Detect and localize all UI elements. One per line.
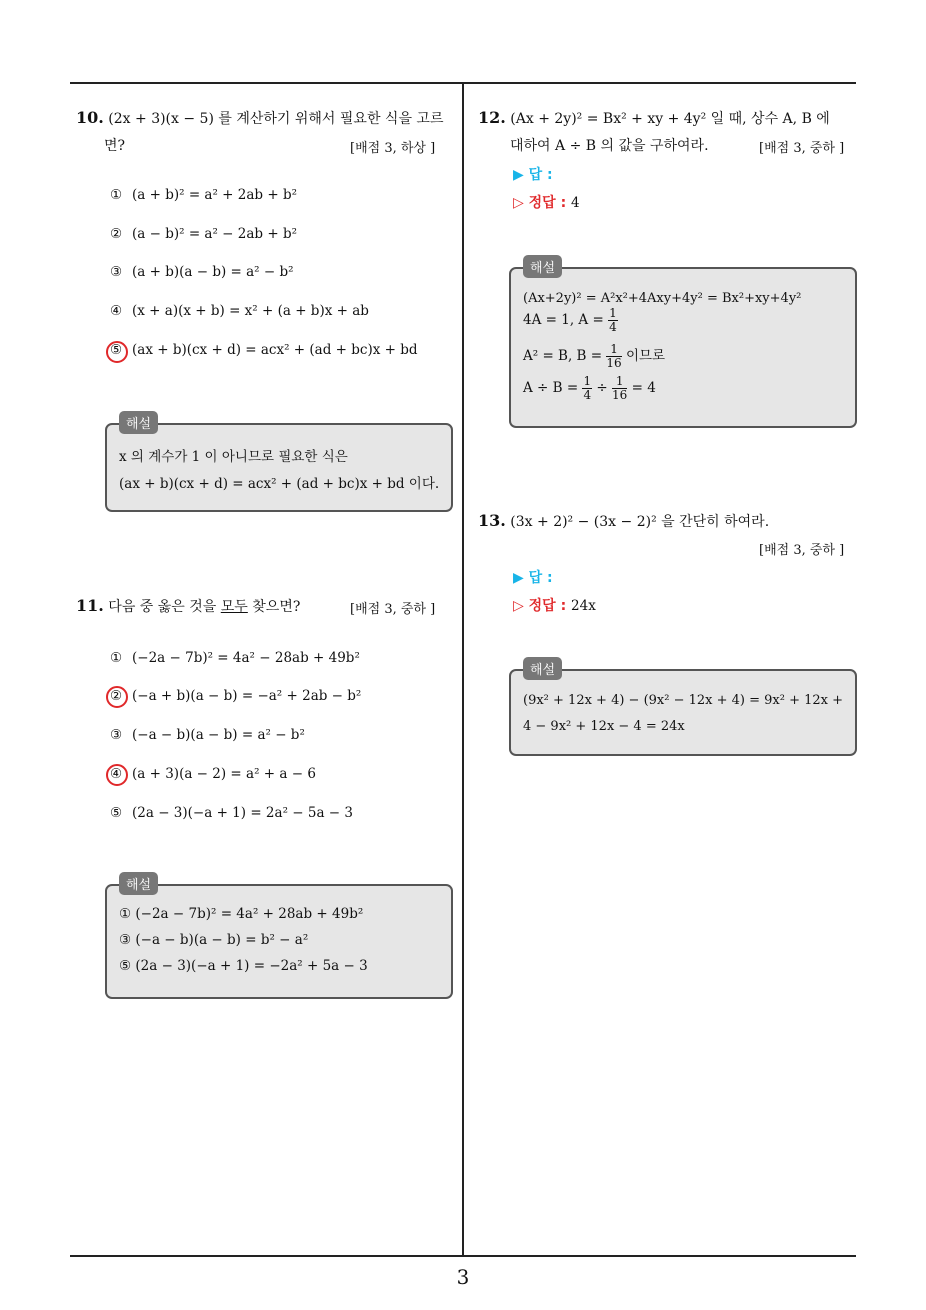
q13-explanation-line2: 4 − 9x² + 12x − 4 = 24x xyxy=(523,719,685,734)
q10-score: [배점 3, 하상 ] xyxy=(350,141,436,156)
fraction: $\frac{1}{4}$ xyxy=(583,374,592,402)
q10-text-line1: (2x + 3)(x − 5) 를 계산하기 위해서 필요한 식을 고르 xyxy=(108,111,444,127)
q10-option-3[interactable]: ③ (a + b)(a − b) = a² − b² xyxy=(110,264,294,280)
q13-number: 13. xyxy=(478,511,506,530)
q10-option-2[interactable]: ② (a − b)² = a² − 2ab + b² xyxy=(110,226,298,242)
q10-answer-circle-icon xyxy=(106,341,128,363)
q13-answer-label: ▶ 답 : xyxy=(513,570,553,586)
q12-score: [배점 3, 중하 ] xyxy=(759,141,845,156)
q12-explanation-line3: A² = B, B = $\frac{1}{16}$ 이므로 xyxy=(523,342,666,370)
q12-correct-value: 4 xyxy=(571,195,580,211)
q11-question: 11. 다음 중 옳은 것을 모두 찾으면? xyxy=(76,596,301,615)
q11-number: 11. xyxy=(76,596,104,615)
q11-explanation-tag: 해설 xyxy=(119,872,158,895)
q12-correct-answer: ▷ 정답 : 4 xyxy=(513,195,580,211)
q12-explanation-box xyxy=(509,267,857,428)
q13-explanation-tag: 해설 xyxy=(523,657,562,680)
q11-underlined-word: 모두 xyxy=(220,599,248,615)
q13-correct-value: 24x xyxy=(571,598,596,614)
q11-answer-circle-icon xyxy=(106,686,128,708)
q10-explanation-line1: x 의 계수가 1 이 아니므로 필요한 식은 xyxy=(119,449,348,465)
q10-option-1[interactable]: ① (a + b)² = a² + 2ab + b² xyxy=(110,187,298,203)
q10-explanation-tag: 해설 xyxy=(119,411,158,434)
q12-answer-label: ▶ 답 : xyxy=(513,167,553,183)
q11-option-2[interactable]: ② (−a + b)(a − b) = −a² + 2ab − b² xyxy=(110,688,362,704)
q13-correct-answer: ▷ 정답 : 24x xyxy=(513,598,596,614)
q12-explanation-line2: 4A = 1, A = $\frac{1}{4}$ xyxy=(523,306,617,334)
q10-option-4[interactable]: ④ (x + a)(x + b) = x² + (a + b)x + ab xyxy=(110,303,369,319)
q13-explanation-box xyxy=(509,669,857,756)
q11-option-1[interactable]: ① (−2a − 7b)² = 4a² − 28ab + 49b² xyxy=(110,650,360,666)
q11-explanation-line2: ③ (−a − b)(a − b) = b² − a² xyxy=(119,932,309,948)
bottom-rule xyxy=(70,1255,856,1257)
q13-explanation-line1: (9x² + 12x + 4) − (9x² − 12x + 4) = 9x² + 12x + xyxy=(523,693,844,708)
q11-explanation-line1: ① (−2a − 7b)² = 4a² + 28ab + 49b² xyxy=(119,906,364,922)
q10-explanation-box xyxy=(105,423,453,512)
q10-number: 10. xyxy=(76,108,104,127)
q10-explanation-line2: (ax + b)(cx + d) = acx² + (ad + bc)x + bd 이다. xyxy=(119,476,440,492)
column-divider xyxy=(462,82,464,1257)
q13-score: [배점 3, 중하 ] xyxy=(759,543,845,558)
fraction: $\frac{1}{16}$ xyxy=(612,374,628,402)
q13-question xyxy=(478,507,860,536)
page-number: 3 xyxy=(456,1265,470,1289)
q13-text-line1: (3x + 2)² − (3x − 2)² 을 간단히 하여라. xyxy=(510,514,770,530)
q11-option-4[interactable]: ④ (a + 3)(a − 2) = a² + a − 6 xyxy=(110,766,316,782)
q11-answer-circle-icon xyxy=(106,764,128,786)
q12-explanation-line1: (Ax+2y)² = A²x²+4Axy+4y² = Bx²+xy+4y² xyxy=(523,291,802,306)
q11-explanation-line3: ⑤ (2a − 3)(−a + 1) = −2a² + 5a − 3 xyxy=(119,958,368,974)
q12-explanation-line4: A ÷ B = $\frac{1}{4}$ ÷ $\frac{1}{16}$ = 4 xyxy=(523,374,656,402)
fraction: $\frac{1}{4}$ xyxy=(609,306,617,334)
q11-explanation-box xyxy=(105,884,453,999)
q12-number: 12. xyxy=(478,108,506,127)
q12-explanation-tag: 해설 xyxy=(523,255,562,278)
q12-text-line2: 대하여 A ÷ B 의 값을 구하여라. xyxy=(510,138,709,154)
q10-text-line2: 면? xyxy=(104,138,126,154)
q11-option-3[interactable]: ③ (−a − b)(a − b) = a² − b² xyxy=(110,727,305,743)
q12-text-line1: (Ax + 2y)² = Bx² + xy + 4y² 일 때, 상수 A, B 에 xyxy=(510,111,830,127)
q11-score: [배점 3, 중하 ] xyxy=(350,602,436,617)
q11-option-5[interactable]: ⑤ (2a − 3)(−a + 1) = 2a² − 5a − 3 xyxy=(110,805,353,821)
fraction: $\frac{1}{16}$ xyxy=(606,342,622,370)
q10-option-5[interactable]: ⑤ (ax + b)(cx + d) = acx² + (ad + bc)x + bd xyxy=(110,342,418,358)
